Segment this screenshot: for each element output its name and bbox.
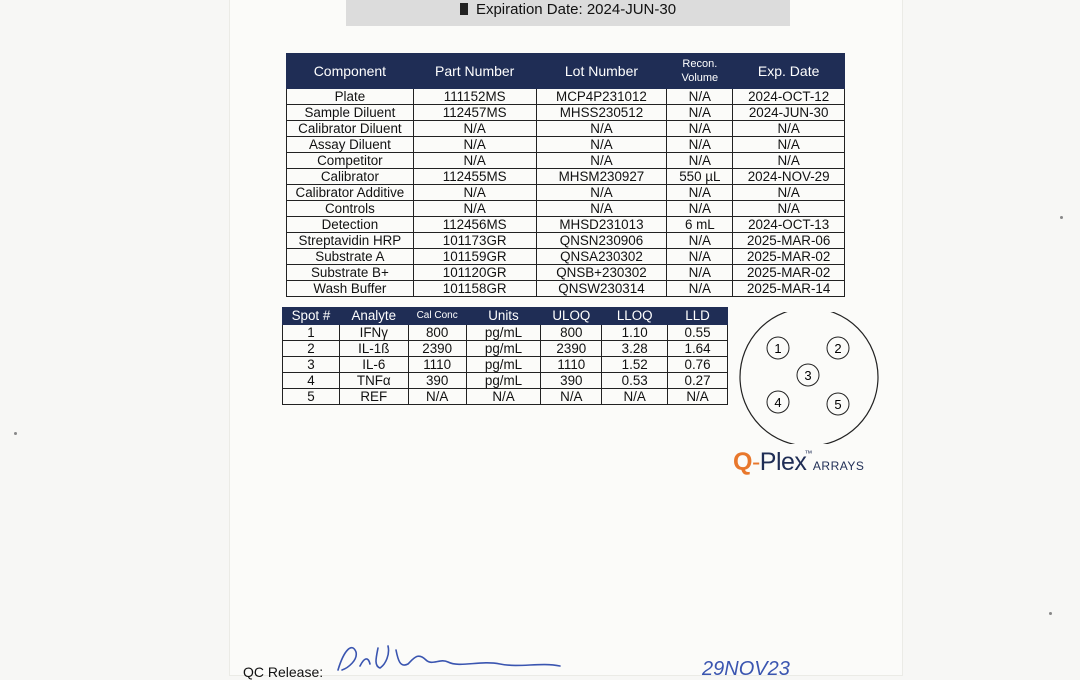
part-number-cell: 101159GR <box>413 249 536 265</box>
lloq-cell: 1.10 <box>602 325 668 341</box>
scan-speck <box>1060 216 1063 219</box>
part-number-cell: 101158GR <box>413 281 536 297</box>
uloq-cell: 2390 <box>541 341 602 357</box>
col-header-component: Component <box>287 54 414 89</box>
exp-date-cell: N/A <box>733 137 845 153</box>
component-row <box>287 137 845 153</box>
part-number-cell: N/A <box>413 121 536 137</box>
recon-volume-cell: N/A <box>667 249 733 265</box>
analyte-cell: IFNγ <box>339 325 408 341</box>
exp-date-cell: 2024-OCT-12 <box>733 89 845 105</box>
lloq-cell: 1.52 <box>602 357 668 373</box>
units-cell: pg/mL <box>466 341 541 357</box>
component-row <box>287 281 845 297</box>
col-header-lloq: LLOQ <box>602 308 668 325</box>
component-row <box>287 233 845 249</box>
component-name-cell: Streptavidin HRP <box>287 233 414 249</box>
spot-row <box>283 373 728 389</box>
lot-number-cell: N/A <box>536 121 667 137</box>
component-row <box>287 121 845 137</box>
qplex-arrays-logo <box>733 448 864 477</box>
component-name-cell: Calibrator <box>287 169 414 185</box>
logo-plex: Plex <box>759 448 807 476</box>
col-header-units: Units <box>466 308 541 325</box>
spot-row <box>283 357 728 373</box>
component-name-cell: Controls <box>287 201 414 217</box>
logo-dash: - <box>751 448 760 476</box>
units-cell: pg/mL <box>466 357 541 373</box>
component-name-cell: Substrate A <box>287 249 414 265</box>
recon-volume-cell: N/A <box>667 121 733 137</box>
spot-label-3: 3 <box>804 368 812 383</box>
units-cell: pg/mL <box>466 373 541 389</box>
cal-conc-cell: 2390 <box>408 341 466 357</box>
components-header-row <box>287 54 845 89</box>
spot-1 <box>767 337 789 359</box>
spot-row <box>283 325 728 341</box>
part-number-cell: 101173GR <box>413 233 536 249</box>
analyte-cell: TNFα <box>339 373 408 389</box>
spot-5 <box>827 393 849 415</box>
col-header-analyte: Analyte <box>339 308 408 325</box>
cal-conc-cell: 390 <box>408 373 466 389</box>
part-number-cell: 112455MS <box>413 169 536 185</box>
uloq-cell: N/A <box>541 389 602 405</box>
col-header-cal-conc: Cal Conc <box>408 308 466 325</box>
lld-cell: 0.55 <box>668 325 728 341</box>
cal-conc-cell: N/A <box>408 389 466 405</box>
recon-volume-cell: 6 mL <box>667 217 733 233</box>
uloq-cell: 800 <box>541 325 602 341</box>
component-row <box>287 201 845 217</box>
component-row <box>287 249 845 265</box>
lot-number-cell: N/A <box>536 201 667 217</box>
part-number-cell: 112456MS <box>413 217 536 233</box>
component-row <box>287 265 845 281</box>
component-name-cell: Assay Diluent <box>287 137 414 153</box>
lot-number-cell: N/A <box>536 153 667 169</box>
col-header-uloq: ULOQ <box>541 308 602 325</box>
part-number-cell: N/A <box>413 185 536 201</box>
exp-date-cell: 2025-MAR-06 <box>733 233 845 249</box>
component-name-cell: Wash Buffer <box>287 281 414 297</box>
col-header-recon-volume: Recon. Volume <box>667 54 733 89</box>
part-number-cell: N/A <box>413 153 536 169</box>
component-row <box>287 105 845 121</box>
part-number-cell: N/A <box>413 201 536 217</box>
spot-4 <box>767 391 789 413</box>
component-row <box>287 185 845 201</box>
component-name-cell: Sample Diluent <box>287 105 414 121</box>
qc-signature <box>330 640 570 675</box>
spot-3 <box>797 364 819 386</box>
signature-date-text: 29NOV23 <box>702 658 790 677</box>
part-number-cell: 101120GR <box>413 265 536 281</box>
logo-arrays: ARRAYS <box>812 459 865 473</box>
lloq-cell: 0.53 <box>602 373 668 389</box>
lot-number-cell: MHSD231013 <box>536 217 667 233</box>
spot-number-cell: 2 <box>283 341 340 357</box>
cal-conc-cell: 800 <box>408 325 466 341</box>
component-name-cell: Substrate B+ <box>287 265 414 281</box>
exp-date-cell: 2025-MAR-02 <box>733 265 845 281</box>
scan-speck <box>14 432 17 435</box>
component-row <box>287 169 845 185</box>
scan-speck <box>1049 612 1052 615</box>
spot-label-1: 1 <box>774 341 782 356</box>
recon-volume-cell: N/A <box>667 185 733 201</box>
lot-number-cell: QNSW230314 <box>536 281 667 297</box>
col-header-lld: LLD <box>668 308 728 325</box>
analyte-cell: IL-1ß <box>339 341 408 357</box>
spot-row <box>283 389 728 405</box>
spot-number-cell: 5 <box>283 389 340 405</box>
lot-number-cell: QNSN230906 <box>536 233 667 249</box>
recon-volume-cell: N/A <box>667 233 733 249</box>
spot-label-2: 2 <box>834 341 842 356</box>
col-header-lot-number: Lot Number <box>536 54 667 89</box>
recon-volume-cell: N/A <box>667 89 733 105</box>
recon-volume-cell: N/A <box>667 105 733 121</box>
part-number-cell: 111152MS <box>413 89 536 105</box>
uloq-cell: 390 <box>541 373 602 389</box>
lot-number-cell: N/A <box>536 185 667 201</box>
col-header-spot: Spot # <box>283 308 340 325</box>
recon-volume-cell: N/A <box>667 201 733 217</box>
analyte-cell: REF <box>339 389 408 405</box>
exp-date-cell: 2024-NOV-29 <box>733 169 845 185</box>
lot-number-cell: MCP4P231012 <box>536 89 667 105</box>
expiration-text: Expiration Date: 2024-JUN-30 <box>475 1 677 18</box>
part-number-cell: 112457MS <box>413 105 536 121</box>
lld-cell: 0.76 <box>668 357 728 373</box>
uloq-cell: 1110 <box>541 357 602 373</box>
exp-date-cell: N/A <box>733 185 845 201</box>
analyte-cell: IL-6 <box>339 357 408 373</box>
col-header-part-number: Part Number <box>413 54 536 89</box>
hourglass-icon <box>460 3 468 15</box>
lld-cell: 0.27 <box>668 373 728 389</box>
lot-number-cell: QNSB+230302 <box>536 265 667 281</box>
component-row <box>287 153 845 169</box>
spots-table <box>282 307 728 405</box>
exp-date-cell: 2024-OCT-13 <box>733 217 845 233</box>
lloq-cell: N/A <box>602 389 668 405</box>
exp-date-cell: N/A <box>733 201 845 217</box>
recon-volume-cell: 550 µL <box>667 169 733 185</box>
component-row <box>287 217 845 233</box>
component-name-cell: Competitor <box>287 153 414 169</box>
recon-volume-cell: N/A <box>667 281 733 297</box>
col-header-exp-date: Exp. Date <box>733 54 845 89</box>
components-table <box>286 53 845 297</box>
exp-date-cell: 2025-MAR-14 <box>733 281 845 297</box>
lld-cell: N/A <box>668 389 728 405</box>
spot-2 <box>827 337 849 359</box>
lloq-cell: 3.28 <box>602 341 668 357</box>
lot-number-cell: MHSM230927 <box>536 169 667 185</box>
spot-number-cell: 1 <box>283 325 340 341</box>
spot-label-4: 4 <box>774 395 782 410</box>
lot-number-cell: QNSA230302 <box>536 249 667 265</box>
spot-row <box>283 341 728 357</box>
units-cell: N/A <box>466 389 541 405</box>
lot-number-cell: MHSS230512 <box>536 105 667 121</box>
component-row <box>287 89 845 105</box>
logo-trademark: ™ <box>804 449 812 458</box>
exp-date-cell: 2025-MAR-02 <box>733 249 845 265</box>
spot-number-cell: 4 <box>283 373 340 389</box>
exp-date-cell: N/A <box>733 121 845 137</box>
lot-number-cell: N/A <box>536 137 667 153</box>
recon-volume-cell: N/A <box>667 137 733 153</box>
signature-date <box>700 655 850 677</box>
recon-volume-cell: N/A <box>667 265 733 281</box>
units-cell: pg/mL <box>466 325 541 341</box>
part-number-cell: N/A <box>413 137 536 153</box>
cal-conc-cell: 1110 <box>408 357 466 373</box>
lld-cell: 1.64 <box>668 341 728 357</box>
component-name-cell: Calibrator Additive <box>287 185 414 201</box>
recon-volume-cell: N/A <box>667 153 733 169</box>
component-name-cell: Detection <box>287 217 414 233</box>
expiration-banner <box>346 0 790 26</box>
logo-q: Q <box>733 448 752 476</box>
component-name-cell: Plate <box>287 89 414 105</box>
exp-date-cell: N/A <box>733 153 845 169</box>
component-name-cell: Calibrator Diluent <box>287 121 414 137</box>
qc-release-label: QC Release: <box>243 664 324 680</box>
exp-date-cell: 2024-JUN-30 <box>733 105 845 121</box>
spot-number-cell: 3 <box>283 357 340 373</box>
spots-header-row <box>283 308 728 325</box>
spot-label-5: 5 <box>834 397 842 412</box>
spot-layout-diagram <box>736 312 882 444</box>
